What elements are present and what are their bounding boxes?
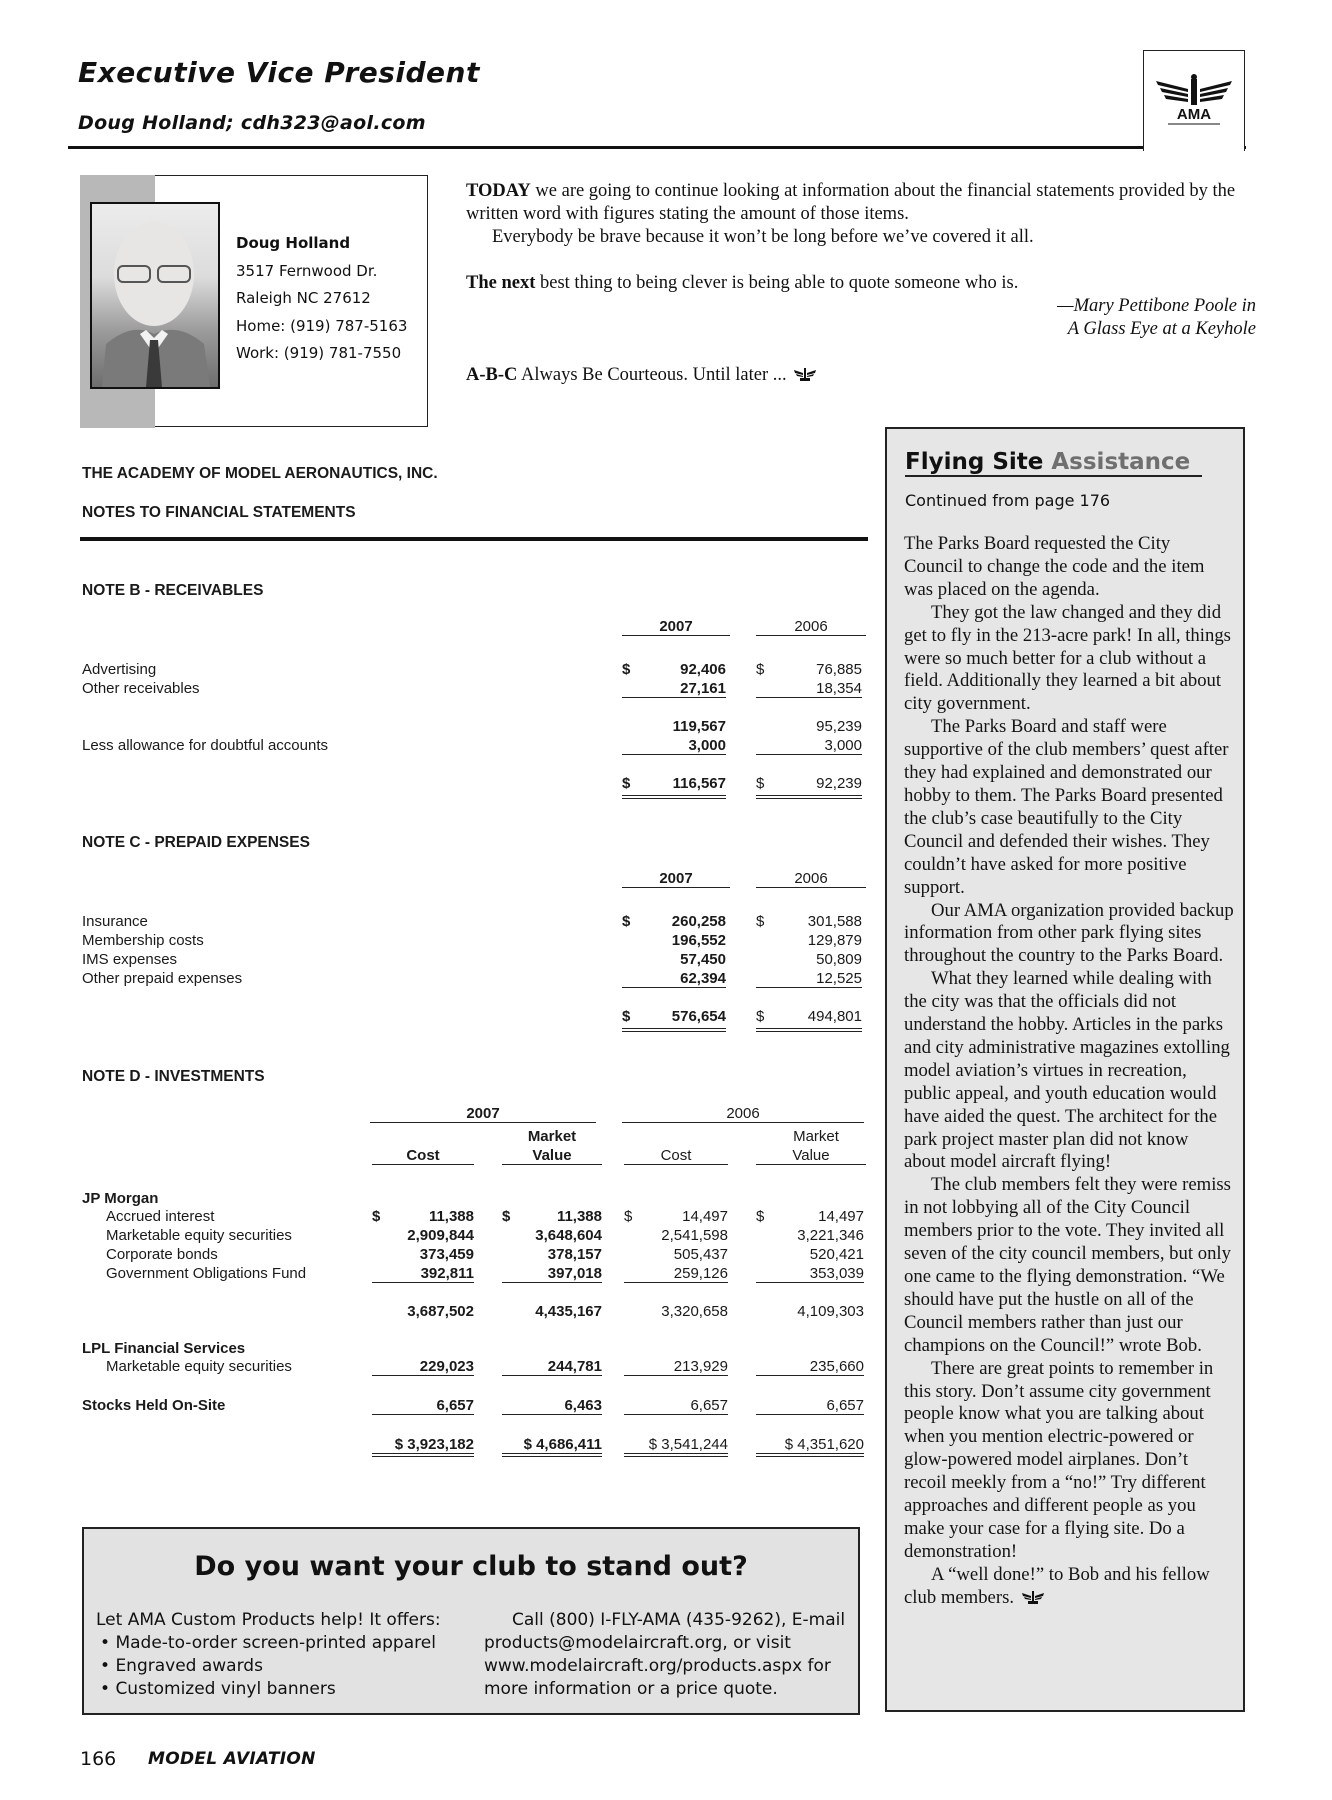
group-label: LPL Financial Services [82, 1340, 246, 1357]
intro-paragraph-2: Everybody be brave because it won’t be long before we’ve covered it all. [492, 227, 1034, 247]
sign-off: A-B-C Always Be Courteous. Until later ... [466, 364, 1256, 387]
paragraph: The Parks Board and staff were supportive of the club members’ quest after they had explained and demonstrated our hobby to them. The Parks Board presented the club’s case beautifully to the City Council and defended their wishes. They couldn’t have asked for more positive support. [904, 716, 1229, 898]
contact-city: Raleigh NC 27612 [236, 289, 371, 307]
contact-work-phone: Work: (919) 781-7550 [236, 344, 402, 362]
note-b-year-2006: 2006 [756, 618, 866, 636]
note-c-total-2006: $ 494,801 [756, 1008, 862, 1032]
ama-wings-logo-icon [1154, 73, 1234, 129]
paragraph: There are great points to remember in this story. Don’t assume city government people know what you are talking about when you mention electric-powered or glow-powered model airplanes. Don’t recoil meekly from a “no!” Try different approaches and different people as you make your case for a flying site. Do a demonstration! [904, 1357, 1214, 1562]
cell-value: 196,552 [671, 932, 726, 949]
ad-title: Do you want your club to stand out? [194, 1551, 748, 1582]
paragraph: What they learned while dealing with the city was that the officials did not understand the hobby. Articles in the parks and city administrative magazines extolling model aviation’s virtues in recreation, public appeal, and youth education would have aided the quest. The architect for the park project master plan did not know about model aircraft flying! [904, 968, 1230, 1173]
cell-value: 95,239 [816, 718, 862, 735]
row-label: Advertising [82, 661, 157, 678]
paragraph: Our AMA organization provided backup information from other park flying sites throughout the country to the Parks Board. [904, 899, 1234, 967]
row-label: Other receivables [82, 680, 200, 697]
grand-total: $ 3,923,182 [372, 1436, 474, 1457]
portrait-photo [90, 202, 220, 389]
cell-value: 119,567 [672, 718, 726, 735]
cell-value: 3,000 [622, 737, 726, 755]
row-label: Government Obligations Fund [106, 1265, 307, 1282]
cell-value: 18,354 [756, 680, 862, 698]
row-label: Accrued interest [106, 1208, 215, 1225]
list-item: • Engraved awards [100, 1656, 263, 1676]
row-label: Membership costs [82, 932, 204, 949]
sidebar-title: Flying Site Assistance [905, 449, 1202, 477]
list-item: • Customized vinyl banners [100, 1679, 336, 1699]
ama-end-mark-icon [1022, 1591, 1044, 1605]
col-cost-2007: Cost [372, 1147, 474, 1165]
note-b-total-2006: $ 92,239 [756, 775, 862, 799]
flying-site-sidebar [885, 427, 1245, 1712]
cell-value: 12,525 [756, 970, 862, 988]
contact-address: 3517 Fernwood Dr. [236, 261, 378, 280]
subtotal-value: 4,435,167 [535, 1303, 602, 1320]
group-label: JP Morgan [82, 1190, 159, 1207]
cell-value: 50,809 [816, 951, 862, 968]
notes-divider [80, 537, 868, 541]
cell-value: 129,879 [807, 932, 862, 949]
grand-total: $ 4,686,411 [502, 1436, 602, 1457]
page-title: Executive Vice President [78, 56, 480, 89]
cell-value: 57,450 [680, 951, 726, 968]
contact-info [236, 230, 407, 368]
grand-total: $ 4,351,620 [756, 1436, 864, 1457]
quote-attribution-1: —Mary Pettibone Poole in [1057, 296, 1256, 316]
row-label: IMS expenses [82, 951, 178, 968]
header-divider [68, 146, 1246, 149]
note-d-title: NOTE D - INVESTMENTS [82, 1068, 265, 1085]
col-market-2006: Value [756, 1147, 866, 1165]
list-item: • Made-to-order screen-printed apparel [100, 1633, 436, 1653]
paragraph: The club members felt they were remiss in not lobbying all of the City Council members prior to the vote. They invited all seven of the city council members, but only one came to the flying demonstration. “We should have put the hustle on all of the Council members rather than just our champions on the Council!” wrote Bob. [904, 1174, 1231, 1356]
contact-name: Doug Holland [236, 234, 351, 252]
note-c-total-2007: $ 576,654 [622, 1008, 726, 1032]
paragraph: They got the law changed and they did get to fly in the 213-acre park! In all, things were so much better for a club without a field. Additionally they learned a bit about city government. [904, 601, 1231, 715]
ama-logo [1143, 50, 1245, 151]
cell-value: 260,258 [671, 913, 726, 930]
note-c-year-2006: 2006 [756, 870, 866, 888]
author-byline: Doug Holland; cdh323@aol.com [78, 112, 426, 134]
grand-total: $ 3,541,244 [624, 1436, 728, 1457]
cell-value: 92,406 [680, 661, 726, 678]
ad-contact-info: Call (800) I-FLY-AMA (435-9262), E-mail products@modelaircraft.org, or visit www.modelaircraft.org/products.aspx for more information or a price quote. [484, 1610, 846, 1699]
intro-paragraph-1: TODAY we are going to continue looking at information about the financial statements provided by the written word with figures stating the amount of those items. [466, 181, 1236, 224]
svg-text:AMA: AMA [1176, 106, 1212, 123]
quote: The next best thing to being clever is being able to quote someone who is. [466, 273, 1019, 293]
note-b-title: NOTE B - RECEIVABLES [82, 582, 264, 599]
ama-end-mark-icon [794, 368, 816, 382]
cell-value: 3,000 [756, 737, 862, 755]
col-cost-2006: Cost [624, 1147, 728, 1165]
contact-home-phone: Home: (919) 787-5163 [236, 316, 408, 335]
row-label: Less allowance for doubtful accounts [82, 737, 328, 754]
notes-heading: NOTES TO FINANCIAL STATEMENTS [82, 504, 356, 521]
sidebar-body [904, 533, 1234, 1610]
paragraph: A “well done!” to Bob and his fellow club members. [904, 1563, 1210, 1608]
note-c-year-2007: 2007 [622, 870, 730, 888]
page-number: 166 [80, 1748, 117, 1770]
col-market-2007: Value [502, 1147, 602, 1165]
row-label: Other prepaid expenses [82, 970, 243, 987]
row-label: Marketable equity securities [106, 1358, 292, 1375]
subtotal-value: 3,320,658 [661, 1303, 728, 1320]
row-label: Stocks Held On-Site [82, 1397, 226, 1414]
note-d-year-2007: 2007 [370, 1105, 596, 1123]
intro-column [466, 180, 1256, 387]
quote-attribution-2: A Glass Eye at a Keyhole [1067, 319, 1256, 339]
org-heading: THE ACADEMY OF MODEL AERONAUTICS, INC. [82, 465, 438, 482]
continued-note: Continued from page 176 [905, 491, 1111, 510]
magazine-name: MODEL AVIATION [148, 1749, 316, 1769]
note-b-total-2007: $ 116,567 [622, 775, 726, 799]
cell-value: 76,885 [816, 661, 862, 678]
row-label: Corporate bonds [106, 1246, 218, 1263]
row-label: Insurance [82, 913, 148, 930]
note-b-year-2007: 2007 [622, 618, 730, 636]
cell-value: 27,161 [622, 680, 726, 698]
custom-products-ad [82, 1527, 860, 1715]
note-c-title: NOTE C - PREPAID EXPENSES [82, 834, 310, 851]
row-label: Marketable equity securities [106, 1227, 292, 1244]
paragraph: The Parks Board requested the City Council to change the code and the item was placed on the agenda. [904, 533, 1205, 600]
subtotal-value: 3,687,502 [407, 1303, 474, 1320]
subtotal-value: 4,109,303 [797, 1303, 864, 1320]
cell-value: 62,394 [622, 970, 726, 988]
note-d-year-2006: 2006 [622, 1105, 864, 1123]
cell-value: 301,588 [807, 913, 862, 930]
ad-offer-list: Let AMA Custom Products help! It offers: • Made-to-order screen-printed apparel • Engraved awards • Customized vinyl banners [96, 1609, 456, 1701]
